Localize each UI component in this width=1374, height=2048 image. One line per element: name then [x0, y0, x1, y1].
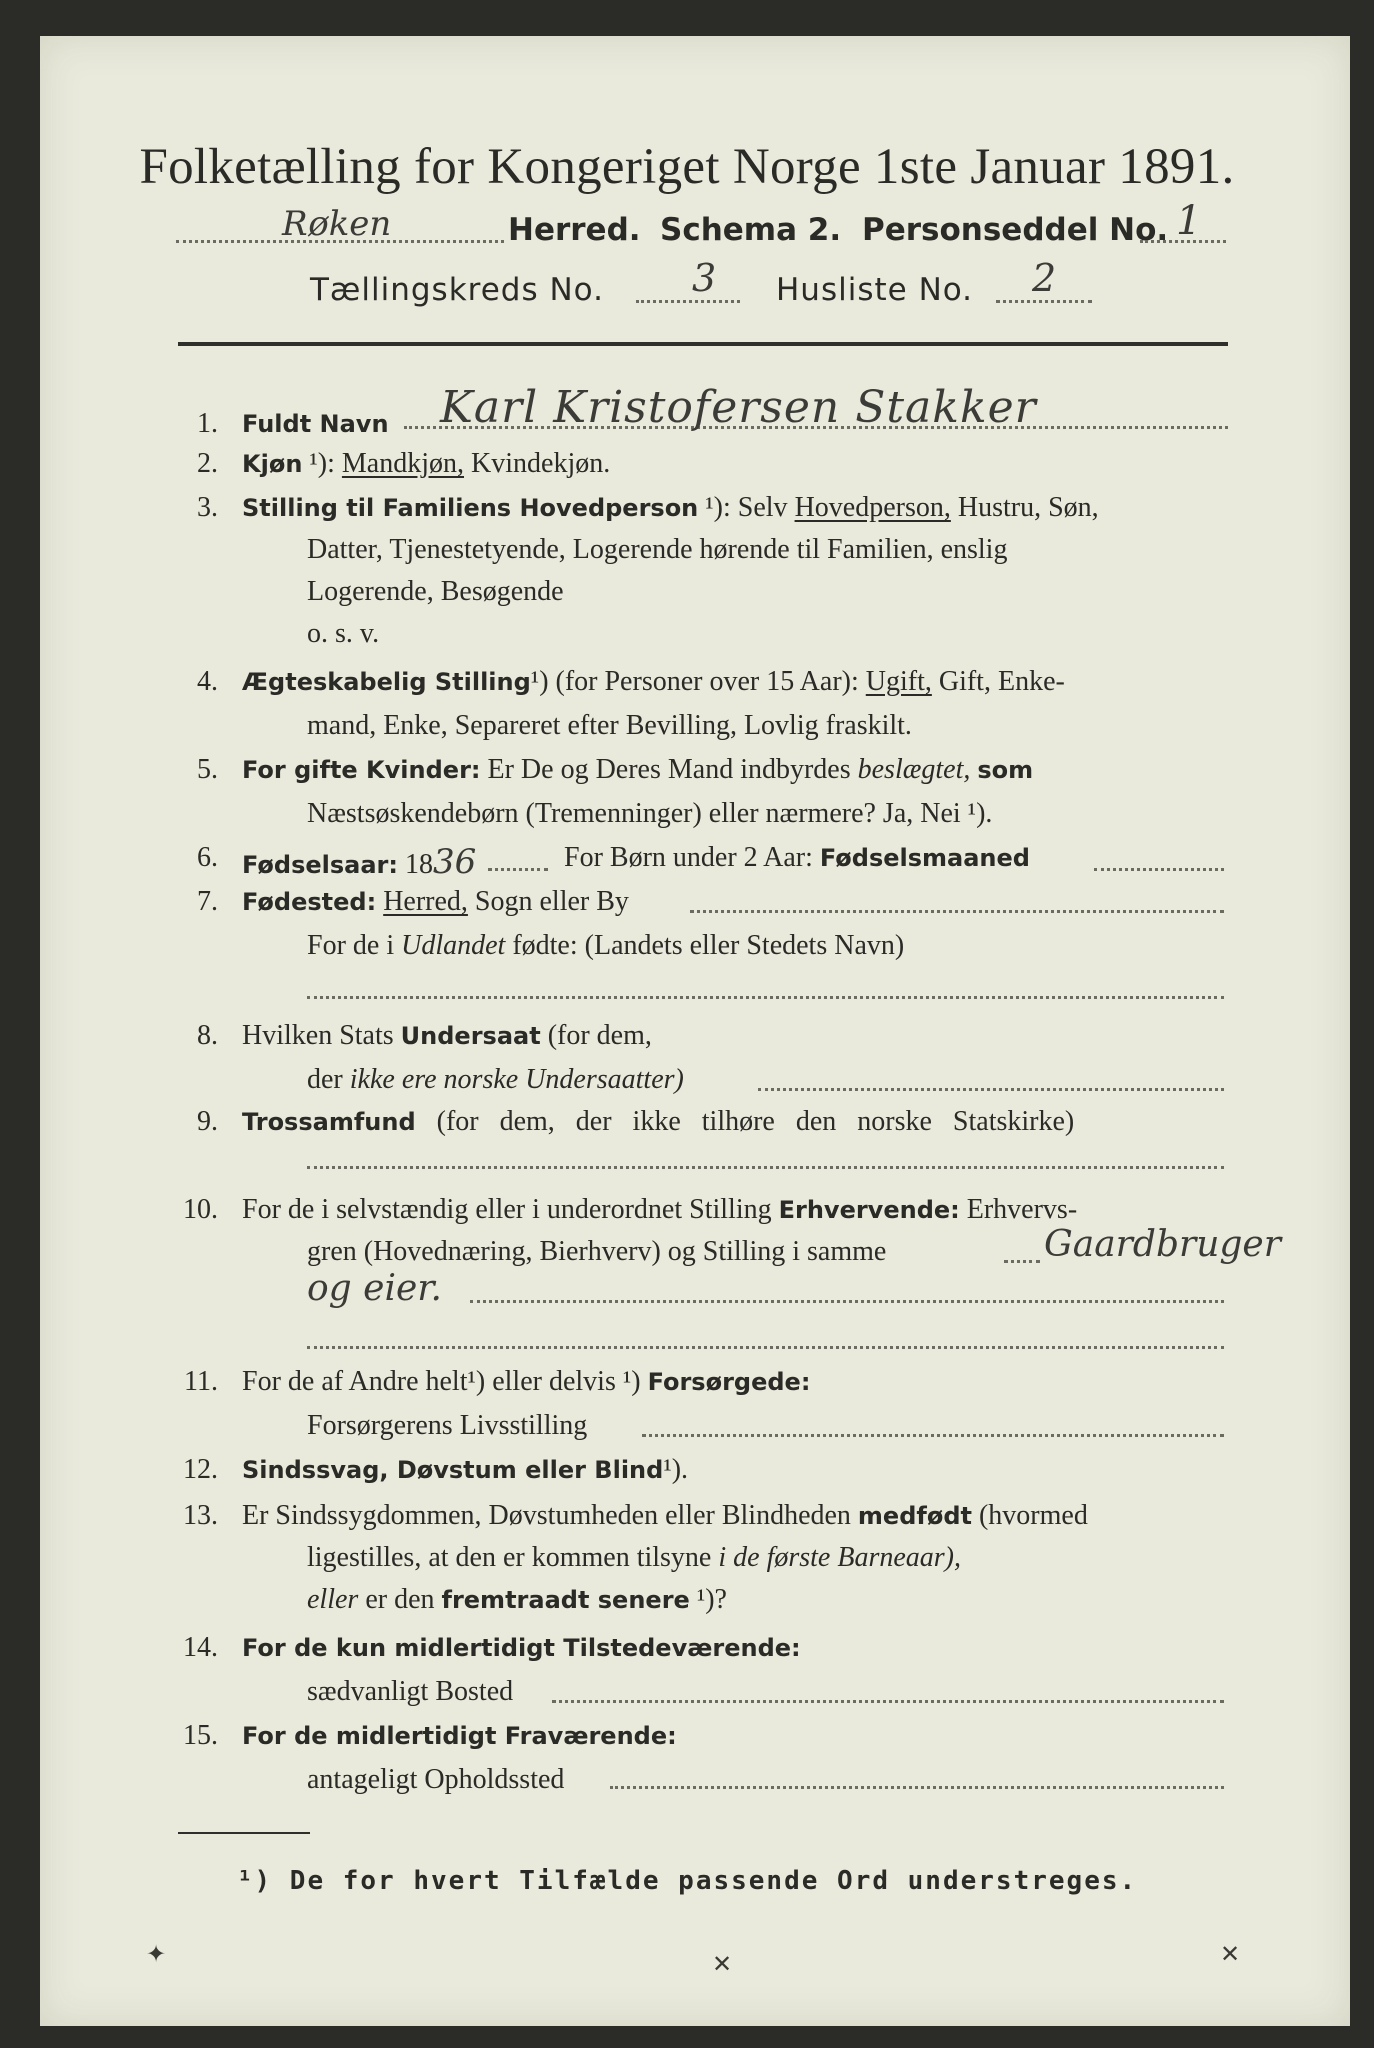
q3-label: Stilling til Familiens Hovedperson	[242, 494, 699, 522]
q8-number: 8.	[197, 1020, 218, 1051]
q2-mandkjon: Mandkjøn,	[341, 448, 465, 479]
q12-line	[242, 1454, 688, 1486]
q6-number: 6.	[197, 842, 218, 873]
q10-dotted-line-a	[470, 1300, 1224, 1303]
q13-barneaar: i de første Barneaar),	[718, 1542, 961, 1573]
q14-label: For de kun midlertidigt Tilstedeværende:	[242, 1634, 801, 1662]
q12-number: 12.	[183, 1454, 218, 1485]
taellingskreds-label: Tællingskreds No.	[310, 272, 604, 308]
q15-dotted-line	[610, 1786, 1224, 1789]
q6-line-b	[564, 842, 1030, 874]
q6-line	[242, 842, 476, 882]
q2-kvindekjon: Kvindekjøn.	[471, 448, 611, 479]
q8-der: der	[307, 1064, 343, 1095]
q7-rest: Sogn eller By	[474, 886, 629, 917]
q6-year-handwritten: 36	[433, 842, 477, 882]
q3-sup: ¹):	[705, 492, 731, 523]
herred-handwritten: Røken	[282, 204, 392, 244]
q15-number: 15.	[183, 1720, 218, 1751]
q4-line1-rest: Gift, Enke-	[938, 666, 1065, 697]
q6-born-text: For Børn under 2 Aar:	[564, 842, 813, 873]
stray-mark-center: ✕	[712, 1950, 733, 1978]
q8-undersaat: Undersaat	[400, 1022, 541, 1050]
herred-label: Herred.	[508, 212, 641, 248]
q7-line2	[307, 930, 904, 962]
q12-sup: ¹).	[663, 1454, 689, 1485]
q7-line2-a: For de i	[307, 930, 395, 961]
q1-handwritten-name: Karl Kristofersen Stakker	[440, 382, 1037, 433]
personseddel-dotted-line	[1140, 240, 1226, 243]
q6-label: Fødselsaar:	[242, 851, 398, 879]
q4-ugift: Ugift,	[865, 666, 932, 697]
q5-line1-a: Er De og Deres Mand indbyrdes	[487, 754, 851, 785]
q8-ikke-norske: ikke ere norske Undersaatter)	[349, 1064, 684, 1095]
q11-line1-b: ¹) eller delvis ¹)	[467, 1366, 641, 1397]
q10-handwritten-line2: og eier.	[307, 1268, 442, 1309]
q13-fremtraadt: fremtraadt senere	[441, 1586, 690, 1614]
q13-medfodt: medfødt	[857, 1502, 972, 1530]
q7-number: 7.	[197, 886, 218, 917]
q5-line2: Næstsøskendebørn (Tremenninger) eller nærmere? Ja, Nei ¹).	[307, 798, 993, 829]
q7-herred: Herred,	[383, 886, 468, 917]
q5-line1	[242, 754, 1033, 786]
q11-number: 11.	[184, 1366, 218, 1397]
herred-dotted-line	[176, 240, 504, 243]
husliste-label: Husliste No.	[776, 272, 974, 308]
q13-line2-a: ligestilles, at den er kommen tilsyne	[307, 1542, 712, 1573]
q13-er-den: er den	[365, 1584, 435, 1615]
q14-line2: sædvanligt Bosted	[307, 1676, 514, 1707]
q7-udlandet: Udlandet	[401, 930, 506, 961]
q13-eller: eller	[307, 1584, 359, 1615]
q10-line1-a: For de i selvstændig eller i underordnet Stilling	[242, 1194, 772, 1225]
q14-number: 14.	[183, 1632, 218, 1663]
q7-foreign-dotted-line	[307, 996, 1224, 999]
q13-line1-c: (hvormed	[978, 1500, 1088, 1531]
q2-line	[242, 448, 610, 480]
q10-line2-dotted	[1004, 1260, 1040, 1263]
q4-line2: mand, Enke, Separeret efter Bevilling, Lovlig fraskilt.	[307, 710, 912, 741]
q15-line2: antageligt Opholdssted	[307, 1764, 565, 1795]
q3-line1-rest: Hustru, Søn,	[957, 492, 1099, 523]
q2-sup: ¹):	[309, 448, 335, 479]
husliste-dotted-line	[996, 300, 1092, 303]
q13-line3	[307, 1584, 727, 1616]
q11-line1-a: For de af Andre helt	[242, 1366, 468, 1397]
q4-line1-a: (for Personer over 15 Aar):	[555, 666, 859, 697]
q15-label: For de midlertidigt Fraværende:	[242, 1722, 677, 1750]
q5-som: som	[977, 756, 1034, 784]
husliste-number: 2	[1032, 256, 1057, 300]
q12-label: Sindssvag, Døvstum eller Blind	[242, 1456, 664, 1484]
q13-sup: ¹)?	[696, 1584, 727, 1615]
q13-number: 13.	[183, 1500, 218, 1531]
q9-rest: (for dem, der ikke tilhøre den norske Statskirke)	[436, 1106, 1075, 1137]
q14-dotted-line	[552, 1700, 1224, 1703]
q3-line3: Logerende, Besøgende	[307, 576, 564, 607]
q4-line1	[242, 666, 1065, 698]
q8-line1-c: (for dem,	[547, 1020, 652, 1051]
q10-handwritten-occupation: Gaardbruger	[1044, 1224, 1281, 1265]
personseddel-label: Personseddel No.	[862, 212, 1169, 248]
taellingskreds-number: 3	[692, 256, 717, 300]
stray-mark-left: ✦	[146, 1940, 167, 1968]
q11-dotted-line	[642, 1434, 1224, 1437]
footnote: ¹) De for hvert Tilfælde passende Ord understreges.	[236, 1866, 1138, 1896]
q8-line1	[242, 1020, 652, 1052]
q10-line1-c: Erhvervs-	[966, 1194, 1078, 1225]
q6-prefix: 18	[405, 849, 433, 880]
q2-number: 2.	[197, 448, 218, 479]
q4-number: 4.	[197, 666, 218, 697]
q2-label: Kjøn	[242, 450, 303, 478]
q3-number: 3.	[197, 492, 218, 523]
q3-line4: o. s. v.	[307, 618, 380, 649]
q13-line1-a: Er Sindssygdommen, Døvstumheden eller Blindheden	[242, 1500, 851, 1531]
q9-label: Trossamfund	[242, 1108, 416, 1136]
personseddel-number: 1	[1176, 198, 1202, 244]
q11-forsorgede: Forsørgede:	[647, 1368, 811, 1396]
q3-line2: Datter, Tjenestetyende, Logerende hørende til Familien, enslig	[307, 534, 1008, 565]
q4-label: Ægteskabelig Stilling	[242, 668, 531, 696]
q5-beslaegtet: beslægtet,	[857, 754, 971, 785]
q4-sup: ¹)	[530, 666, 549, 697]
census-form-sheet	[40, 36, 1350, 2026]
q8-dotted-line	[758, 1088, 1224, 1091]
q10-erhvervende: Erhvervende:	[778, 1196, 960, 1224]
q10-line1	[242, 1194, 1077, 1226]
q5-label: For gifte Kvinder:	[242, 756, 481, 784]
q5-number: 5.	[197, 754, 218, 785]
q6-year-dotted-line	[488, 868, 548, 871]
q7-line2-c: fødte: (Landets eller Stedets Navn)	[512, 930, 905, 961]
q7-dotted-line	[690, 910, 1224, 913]
q3-hovedperson: Hovedperson,	[794, 492, 951, 523]
q6-fodselsmaaned: Fødselsmaaned	[819, 844, 1030, 872]
header-rule	[178, 342, 1228, 346]
q7-label: Fødested:	[242, 888, 377, 916]
stray-mark-right: ✕	[1220, 1940, 1241, 1968]
q10-line2: gren (Hovednæring, Bierhverv) og Stilling i samme	[307, 1236, 887, 1267]
q10-number: 10.	[183, 1194, 218, 1225]
q9-number: 9.	[197, 1106, 218, 1137]
taellingskreds-dotted-line	[636, 300, 740, 303]
q1-number: 1.	[197, 408, 218, 439]
footnote-rule	[178, 1832, 310, 1834]
q13-line1	[242, 1500, 1088, 1532]
schema-label: Schema 2.	[660, 212, 842, 248]
q8-line2	[307, 1064, 684, 1096]
form-title: Folketælling for Kongeriget Norge 1ste Januar 1891.	[139, 139, 1235, 195]
q10-dotted-line-b	[307, 1346, 1224, 1349]
q11-line1	[242, 1366, 810, 1398]
q9-dotted-line	[307, 1166, 1224, 1169]
q3-line1	[242, 492, 1099, 524]
q13-line2	[307, 1542, 961, 1574]
q1-label: Fuldt Navn	[242, 410, 389, 438]
q8-line1-a: Hvilken Stats	[242, 1020, 394, 1051]
q3-selv: Selv	[737, 492, 788, 523]
q7-line1	[242, 886, 629, 918]
q6-month-dotted-line	[1094, 868, 1224, 871]
q9-line	[242, 1106, 1074, 1138]
q11-line2: Forsørgerens Livsstilling	[307, 1410, 588, 1441]
